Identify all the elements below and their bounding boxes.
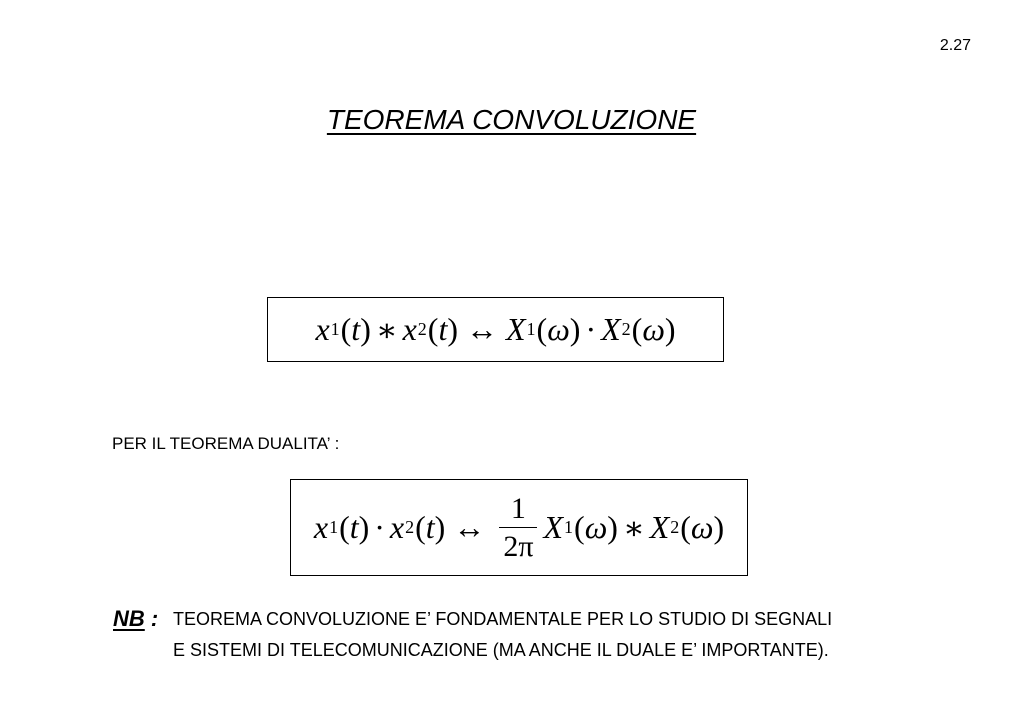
fraction-numerator: 1 bbox=[510, 492, 526, 525]
formula-symbol: x bbox=[389, 509, 405, 545]
product-operator: · bbox=[585, 311, 597, 347]
transform-arrow: ↔ bbox=[466, 311, 498, 347]
formula-paren: ) bbox=[713, 509, 725, 545]
formula-symbol: X bbox=[649, 509, 670, 545]
formula-paren: ( bbox=[536, 311, 548, 347]
formula-symbol: t bbox=[349, 509, 359, 545]
note-label-colon: : bbox=[150, 606, 159, 631]
formula-paren: ( bbox=[340, 311, 352, 347]
formula-symbol: t bbox=[351, 311, 361, 347]
duality-formula bbox=[290, 479, 748, 576]
formula-subscript: 1 bbox=[329, 517, 339, 537]
formula-paren: ) bbox=[664, 311, 676, 347]
note-label-word: NB bbox=[113, 606, 145, 631]
formula-symbol: X bbox=[543, 509, 564, 545]
formula-subscript: 1 bbox=[526, 319, 536, 339]
formula-subscript: 2 bbox=[621, 319, 631, 339]
note-label-row bbox=[113, 606, 164, 632]
duality-label: PER IL TEOREMA DUALITA’ : bbox=[112, 434, 340, 453]
formula-paren: ) bbox=[607, 509, 618, 545]
formula-paren: ) bbox=[569, 311, 581, 347]
formula-symbol: t bbox=[425, 509, 435, 545]
fraction bbox=[499, 492, 537, 563]
formula-subscript: 2 bbox=[405, 517, 415, 537]
formula-symbol: X bbox=[506, 311, 526, 347]
formula-subscript: 2 bbox=[417, 319, 427, 339]
formula-paren: ) bbox=[360, 311, 371, 347]
formula-paren: ( bbox=[415, 509, 426, 545]
note-text-line-1: TEOREMA CONVOLUZIONE E’ FONDAMENTALE PER LO STUDIO DI SEGNALI bbox=[173, 609, 833, 629]
formula-symbol: t bbox=[438, 311, 448, 347]
formula-symbol: ω bbox=[690, 509, 714, 545]
page-title: TEOREMA CONVOLUZIONE bbox=[326, 104, 697, 135]
transform-arrow: ↔ bbox=[453, 509, 486, 545]
formula-symbol: x bbox=[315, 311, 330, 347]
product-operator: · bbox=[374, 509, 385, 545]
formula-paren: ( bbox=[339, 509, 350, 545]
formula-paren: ( bbox=[427, 311, 439, 347]
formula-subscript: 1 bbox=[564, 517, 574, 537]
formula-symbol: x bbox=[313, 509, 329, 545]
formula-subscript: 2 bbox=[670, 517, 680, 537]
convolution-operator: ∗ bbox=[622, 509, 645, 546]
formula-symbol: ω bbox=[584, 509, 608, 545]
formula-paren: ( bbox=[680, 509, 691, 545]
formula-paren: ) bbox=[434, 509, 446, 545]
convolution-theorem-formula bbox=[267, 297, 724, 362]
formula-paren: ( bbox=[574, 509, 585, 545]
formula-paren: ) bbox=[447, 311, 458, 347]
note-text-line-2: E SISTEMI DI TELECOMUNICAZIONE (MA ANCHE IL DUALE E’ IMPORTANTE). bbox=[173, 640, 829, 660]
convolution-operator: ∗ bbox=[375, 311, 398, 348]
note-label bbox=[113, 606, 158, 632]
formula-symbol: X bbox=[601, 311, 621, 347]
formula-symbol: x bbox=[402, 311, 417, 347]
formula-paren: ) bbox=[358, 509, 370, 545]
page-number: 2.27 bbox=[939, 37, 971, 54]
fraction-denominator: 2π bbox=[499, 527, 537, 563]
formula-symbol: ω bbox=[642, 311, 665, 347]
formula-paren: ( bbox=[631, 311, 643, 347]
formula-symbol: ω bbox=[547, 311, 570, 347]
formula-subscript: 1 bbox=[330, 319, 340, 339]
